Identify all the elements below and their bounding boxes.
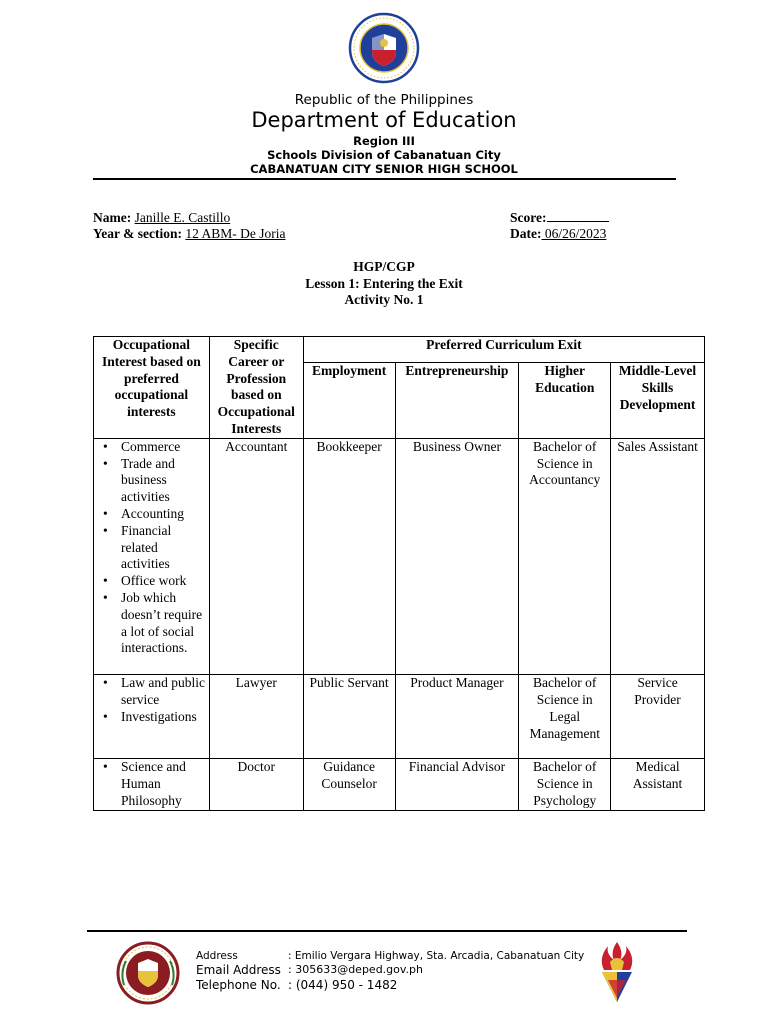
entrepreneurship-cell: Financial Advisor (395, 759, 519, 810)
interest-cell (94, 759, 210, 810)
header-divider (93, 178, 676, 180)
date-label: Date: (510, 226, 542, 241)
school-heading: CABANATUAN CITY SENIOR HIGH SCHOOL (250, 162, 518, 176)
section-row (93, 226, 285, 242)
section-label: Year & section: (93, 226, 182, 241)
republic-heading: Republic of the Philippines (294, 92, 474, 108)
interest-list (97, 675, 206, 725)
student-section: 12 ABM- De Joria (185, 226, 286, 241)
list-item: • Trade and business activities (97, 456, 206, 506)
header-career: Specific Career or Profession based on Occupational Interests (209, 337, 303, 439)
employment-cell: Bookkeeper (303, 438, 395, 674)
name-row (93, 210, 230, 226)
table-row (94, 675, 705, 759)
header-middle-level-skills: Middle-Level Skills Development (611, 363, 705, 439)
department-heading: Department of Education (251, 108, 517, 132)
activity-title: Activity No. 1 (344, 292, 424, 307)
school-logo (116, 941, 180, 1005)
subject-title: HGP/CGP (353, 259, 415, 274)
student-name: Janille E. Castillo (134, 210, 231, 225)
score-blank (547, 210, 609, 222)
deped-seal-logo (348, 12, 420, 84)
entrepreneurship-cell: Product Manager (395, 675, 519, 759)
date-value: 06/26/2023 (541, 226, 607, 241)
interest-cell (94, 675, 210, 759)
interest-cell (94, 438, 210, 674)
lesson-title: Lesson 1: Entering the Exit (305, 275, 463, 291)
higher-education-cell: Bachelor of Science in Accountancy (519, 438, 611, 674)
header-higher-education: Higher Education (519, 363, 611, 439)
score-row (510, 210, 609, 226)
list-item: • Law and public service (97, 675, 206, 709)
list-item: • Job which doesn’t require a lot of social interactions. (97, 590, 206, 674)
career-cell: Doctor (209, 759, 303, 810)
header-interest: Occupational Interest based on preferred occupational interests (94, 337, 210, 439)
header-employment: Employment (303, 363, 395, 439)
email-label: Email Address (196, 963, 281, 977)
list-item: • Investigations (97, 709, 206, 726)
higher-education-cell: Bachelor of Science in Psychology (519, 759, 611, 810)
list-item: • Commerce (97, 439, 206, 456)
score-label: Score: (510, 210, 547, 225)
email-value: : 305633@deped.gov.ph (288, 963, 423, 976)
table-row (94, 438, 705, 674)
higher-education-cell: Bachelor of Science in Legal Management (519, 675, 611, 759)
address-value: : Emilio Vergara Highway, Sta. Arcadia, Cabanatuan City (288, 950, 585, 962)
division-heading: Schools Division of Cabanatuan City (267, 148, 501, 162)
activity-table (93, 336, 705, 811)
header-curriculum-exit: Preferred Curriculum Exit (303, 337, 704, 363)
career-cell: Accountant (209, 438, 303, 674)
list-item: • Office work (97, 573, 206, 590)
entrepreneurship-cell: Business Owner (395, 438, 519, 674)
employment-cell: Guidance Counselor (303, 759, 395, 810)
name-label: Name: (93, 210, 132, 225)
interest-list (97, 759, 206, 809)
address-label: Address (196, 950, 238, 962)
middle-level-cell: Medical Assistant (611, 759, 705, 810)
division-logo (596, 940, 638, 1004)
region-heading: Region III (353, 134, 415, 148)
middle-level-cell: Sales Assistant (611, 438, 705, 674)
interest-list (97, 439, 206, 674)
employment-cell: Public Servant (303, 675, 395, 759)
list-item: • Science and Human Philosophy (97, 759, 206, 809)
date-row (510, 226, 606, 242)
career-cell: Lawyer (209, 675, 303, 759)
middle-level-cell: Service Provider (611, 675, 705, 759)
phone-label: Telephone No. (196, 978, 281, 992)
list-item: • Accounting (97, 506, 206, 523)
footer-divider (87, 930, 687, 932)
header-entrepreneurship: Entrepreneurship (395, 363, 519, 439)
list-item: • Financial related activities (97, 523, 206, 573)
table-row (94, 759, 705, 810)
phone-value: : (044) 950 - 1482 (288, 978, 398, 992)
